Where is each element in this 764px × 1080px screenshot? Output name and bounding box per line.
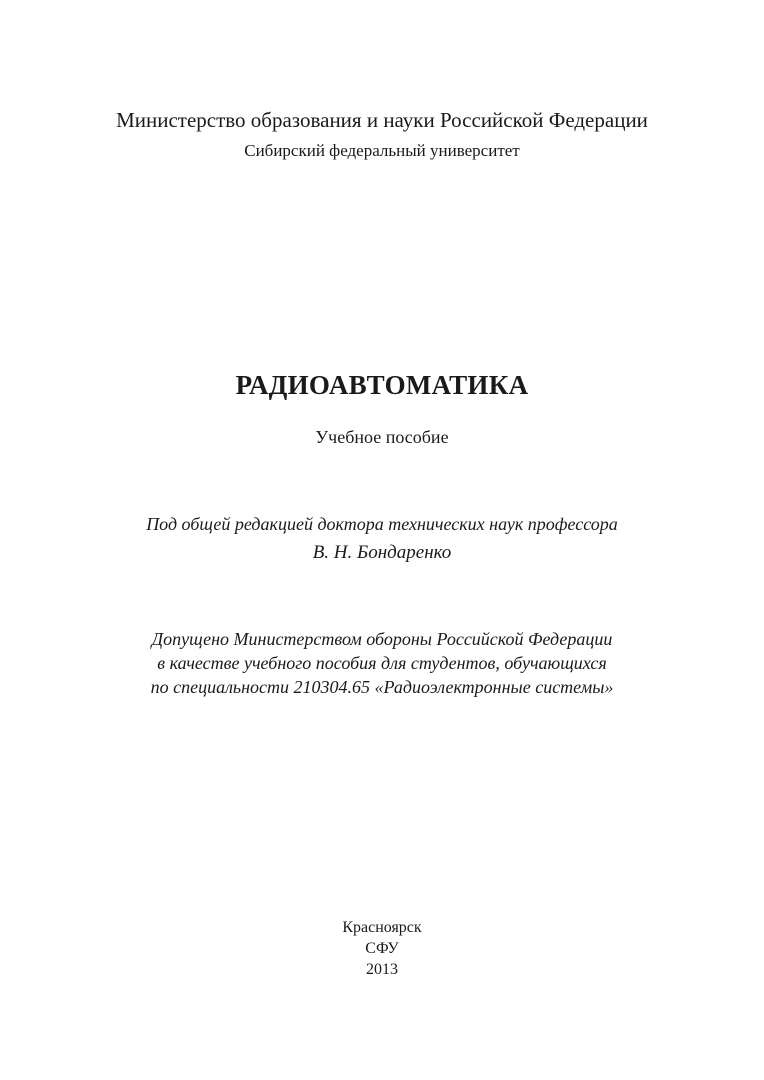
- editor-credit: Под общей редакцией доктора технических наук профессора: [146, 514, 618, 534]
- approval-line-2: в качестве учебного пособия для студентов, обучающихся: [157, 653, 607, 673]
- publication-city: Красноярск: [342, 919, 422, 936]
- editor-name: В. Н. Бондаренко: [312, 542, 452, 563]
- approval-line-3: по специальности 210304.65 «Радиоэлектронные системы»: [150, 677, 614, 697]
- book-title: РАДИОАВТОМАТИКА: [235, 370, 529, 400]
- approval-line-1: Допущено Министерством обороны Российской Федерации: [151, 629, 613, 649]
- book-type: Учебное пособие: [315, 427, 449, 447]
- publisher-name: СФУ: [365, 940, 399, 957]
- ministry-name: Министерство образования и науки Российской Федерации: [116, 108, 648, 132]
- publication-year: 2013: [366, 961, 398, 978]
- university-name: Сибирский федеральный университет: [244, 141, 520, 160]
